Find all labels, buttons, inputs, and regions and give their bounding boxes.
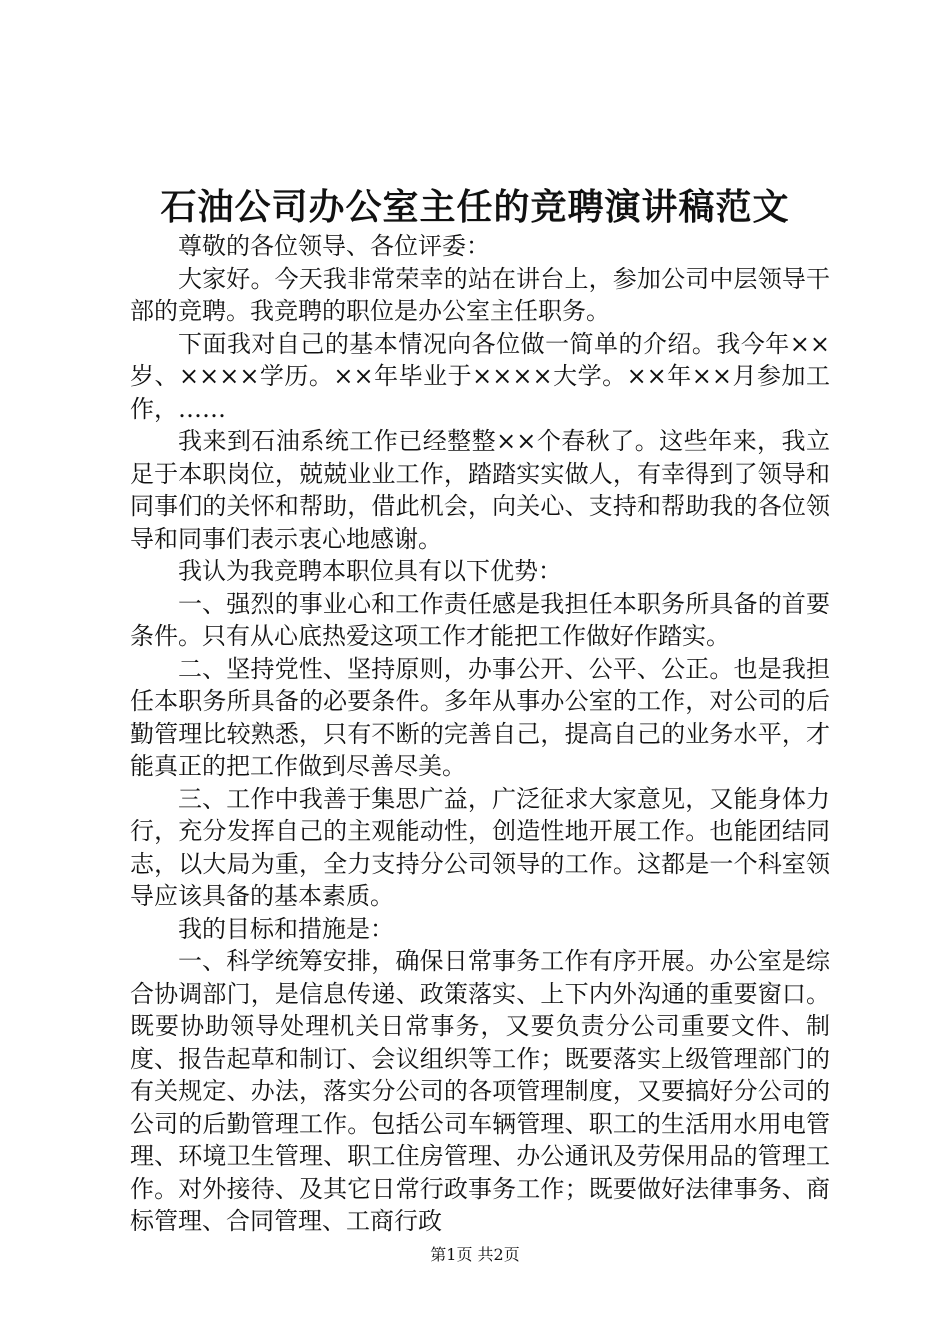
- paragraph-introduction: 下面我对自己的基本情况向各位做一简单的介绍。我今年××岁、××××学历。××年毕业于××××大学。××年××月参加工作，……: [130, 329, 830, 423]
- paragraph-advantage-2: 二、坚持党性、坚持原则，办事公开、公平、公正。也是我担任本职务所具备的必要条件。多年从事办公室的工作，对公司的后勤管理比较熟悉，只有不断的完善自己，提高自己的业务水平，才能真正的把工作做到尽善尽美。: [130, 654, 830, 780]
- document-title: 石油公司办公室主任的竞聘演讲稿范文: [160, 186, 790, 228]
- paragraph-advantages-intro: 我认为我竞聘本职位具有以下优势：: [178, 557, 562, 585]
- paragraph-experience: 我来到石油系统工作已经整整××个春秋了。这些年来，我立足于本职岗位，兢兢业业工作，踏踏实实做人，有幸得到了领导和同事们的关怀和帮助，借此机会，向关心、支持和帮助我的各位领导和同事们表示衷心地感谢。: [130, 427, 830, 553]
- document-body: [130, 230, 830, 1238]
- paragraph-advantage-1: 一、强烈的事业心和工作责任感是我担任本职务所具备的首要条件。只有从心底热爱这项工作才能把工作做好作踏实。: [130, 589, 830, 650]
- paragraph-salutation: 尊敬的各位领导、各位评委：: [178, 232, 490, 260]
- paragraph-greeting: 大家好。今天我非常荣幸的站在讲台上，参加公司中层领导干部的竞聘。我竞聘的职位是办公室主任职务。: [130, 264, 830, 325]
- paragraph-goal-1: 一、科学统筹安排，确保日常事务工作有序开展。办公室是综合协调部门，是信息传递、政策落实、上下内外沟通的重要窗口。既要协助领导处理机关日常事务，又要负责分公司重要文件、制度、报告起草和制订、会议组织等工作；既要落实上级管理部门的有关规定、办法，落实分公司的各项管理制度，又要搞好分公司的公司的后勤管理工作。包括公司车辆管理、职工的生活用水用电管理、环境卫生管理、职工住房管理、办公通讯及劳保用品的管理工作。对外接待、及其它日常行政事务工作；既要做好法律事务、商标管理、合同管理、工商行政: [130, 947, 830, 1235]
- paragraph-advantage-3: 三、工作中我善于集思广益，广泛征求大家意见，又能身体力行，充分发挥自己的主观能动性，创造性地开展工作。也能团结同志，以大局为重，全力支持分公司领导的工作。这都是一个科室领导应该具备的基本素质。: [130, 784, 830, 910]
- paragraph-goals-intro: 我的目标和措施是：: [178, 914, 394, 943]
- page-number-footer: 第1页 共2页: [430, 1245, 520, 1264]
